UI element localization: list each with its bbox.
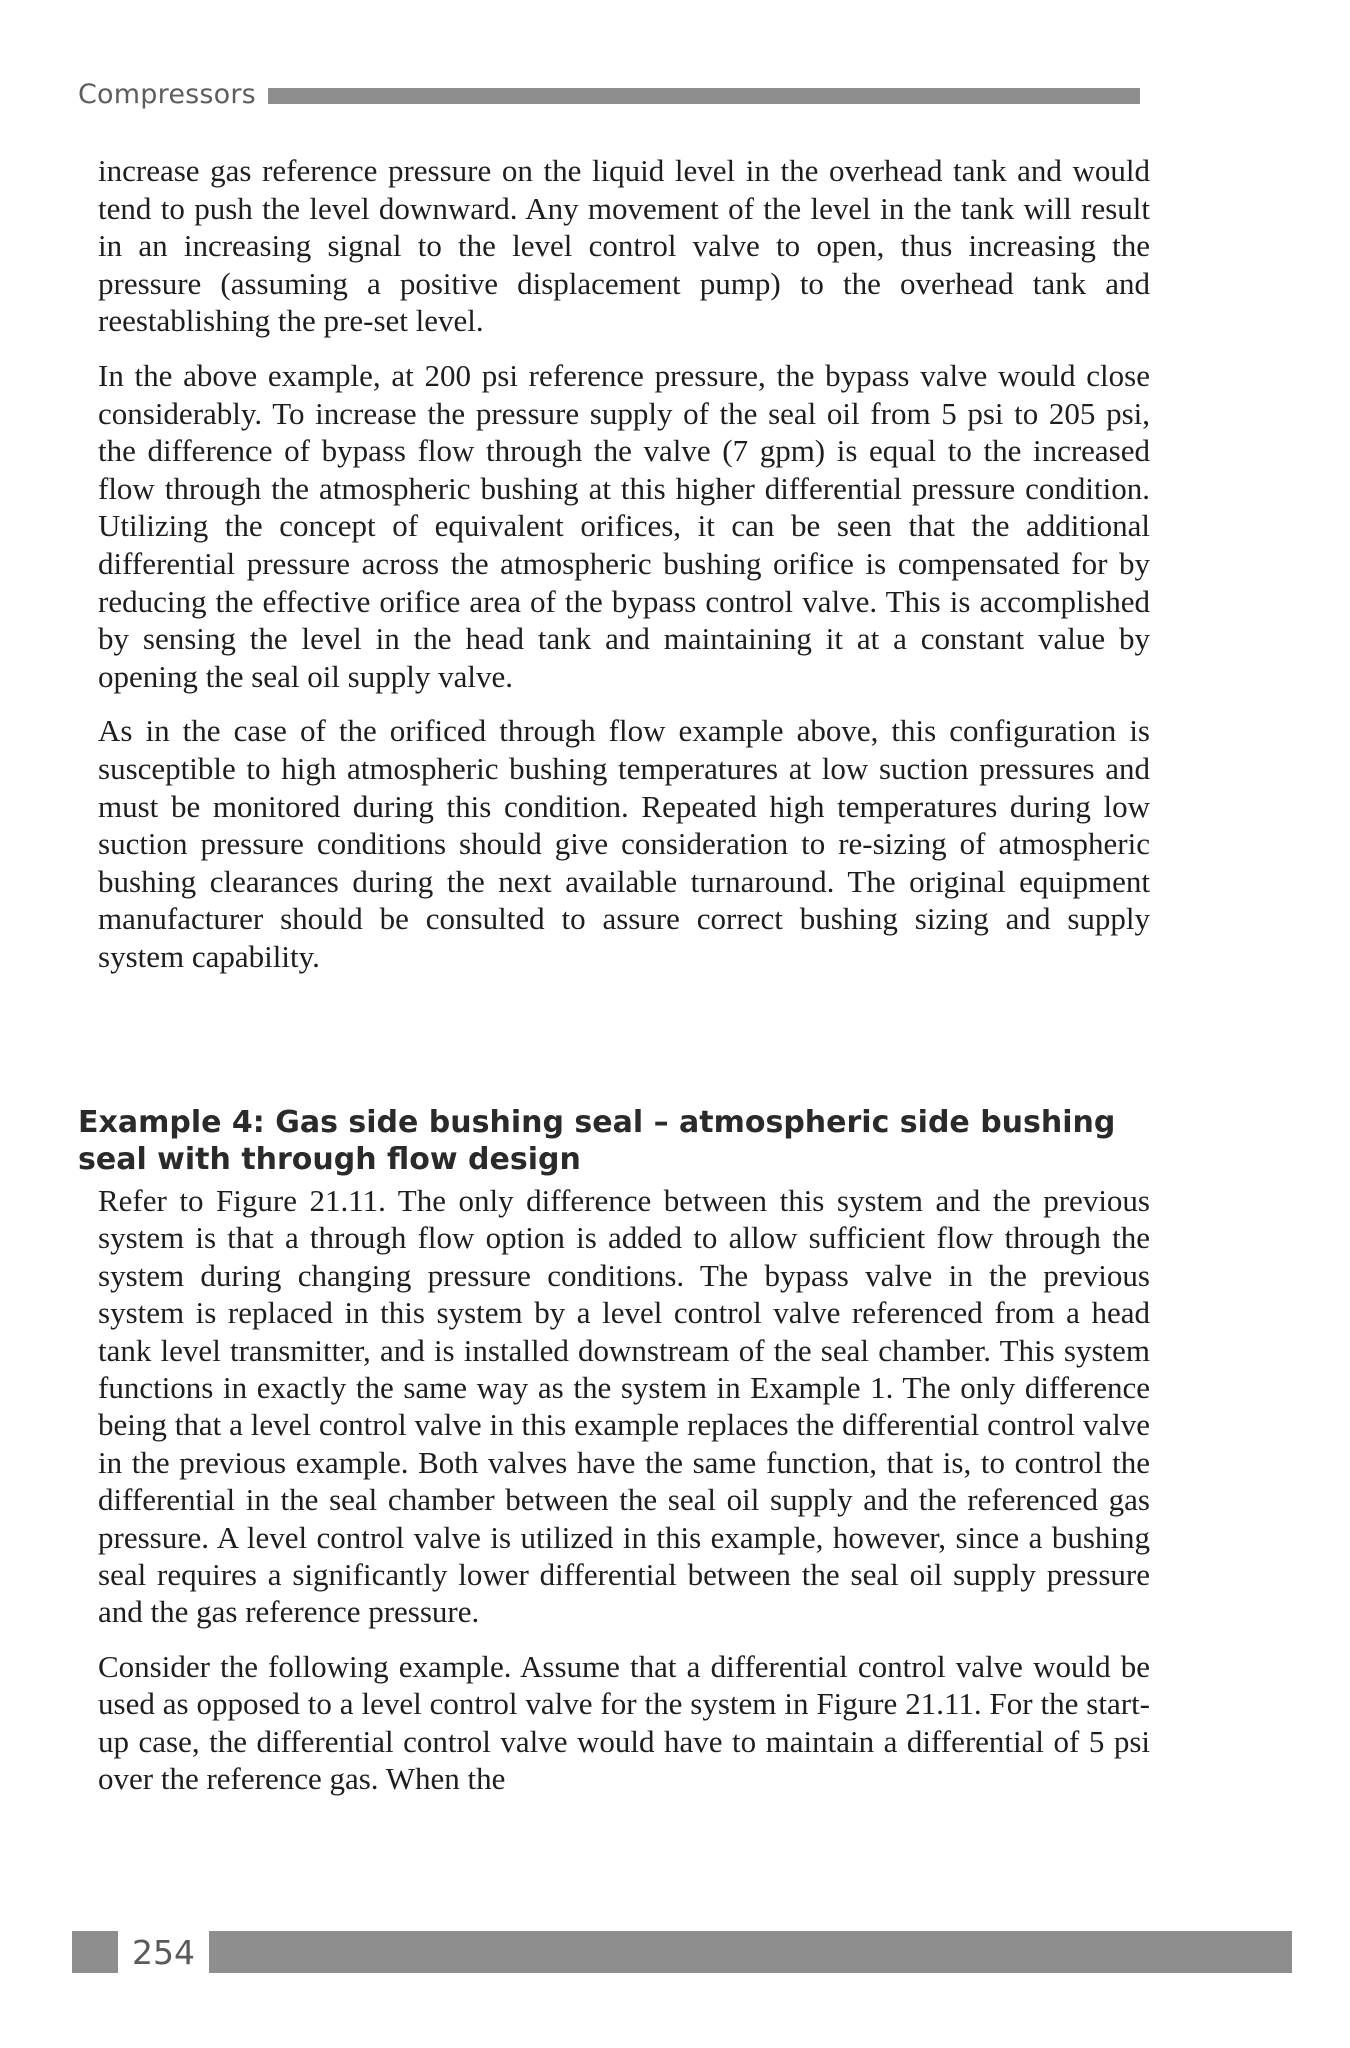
paragraph: In the above example, at 200 psi reference pressure, the bypass valve would close considerably. To increase the pressure supply of the seal oil from 5 psi to 205 psi, the difference of bypass flow through the valve (7 gpm) is equal to the increased flow through the atmospheric bushing at this higher differential pressure condition. Utilizing the concept of equivalent orifices, it can be seen that the additional differential pressure across the atmospheric bushing orifice is compensated for by reducing the effective orifice area of the bypass control valve. This is accomplished by sensing the level in the head tank and maintaining it at a constant value by opening the seal oil supply valve. — [98, 357, 1150, 694]
running-header — [78, 74, 1140, 114]
body-text-bottom — [98, 1182, 1150, 1815]
paragraph: Consider the following example. Assume that a differential control valve would be used as opposed to a level control valve for the system in Figure 21.11. For the start-up case, the differential control valve would have to maintain a differential of 5 psi over the reference gas. When the — [98, 1648, 1150, 1797]
paragraph: As in the case of the orificed through flow example above, this configuration is susceptible to high atmospheric bushing temperatures at low suction pressures and must be monitored during this condition. Repeated high temperatures during low suction pressure conditions should give consideration to re-sizing of atmospheric bushing clearances during the next available turnaround. The original equipment manufacturer should be consulted to assure correct bushing sizing and supply system capability. — [98, 713, 1150, 974]
header-rule — [268, 88, 1140, 104]
paragraph: increase gas reference pressure on the liquid level in the overhead tank and would tend to push the level downward. Any movement of the level in the tank will result in an increasing signal to the level control valve to open, thus increasing the pressure (assuming a positive displacement pump) to the overhead tank and reestablishing the pre-set level. — [98, 153, 1150, 339]
page-number: 254 — [132, 1932, 195, 1972]
section-heading: Example 4: Gas side bushing seal – atmospheric side bushing seal with through flow design — [78, 1105, 1116, 1177]
running-footer — [72, 1930, 1292, 1974]
footer-block — [72, 1931, 118, 1973]
paragraph: Refer to Figure 21.11. The only difference between this system and the previous system is that a through flow option is added to allow sufficient flow through the system during changing pressure conditions. The bypass valve in the previous system is replaced in this system by a level control valve referenced from a head tank level transmitter, and is installed downstream of the seal chamber. This system functions in exactly the same way as the system in Example 1. The only difference being that a level control valve in this example replaces the differential control valve in the previous example. Both valves have the same function, that is, to control the differential in the seal chamber between the seal oil supply and the referenced gas pressure. A level control valve is utilized in this example, however, since a bushing seal requires a significantly lower differential between the seal oil supply pressure and the gas reference pressure. — [98, 1183, 1150, 1630]
footer-rule — [209, 1931, 1292, 1973]
running-header-title: Compressors — [78, 78, 256, 110]
body-text-top — [98, 152, 1150, 992]
